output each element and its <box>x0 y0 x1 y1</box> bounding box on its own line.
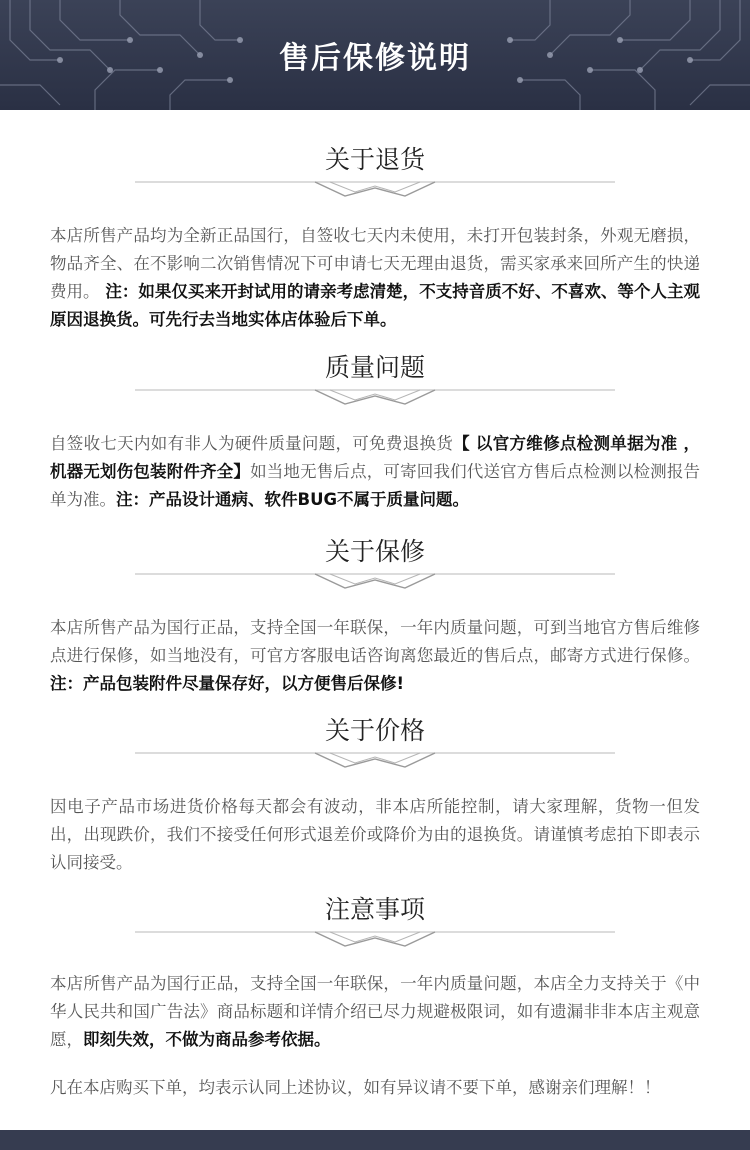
body-text: 如当地无售后点，可寄回我们代送官方售后点检测以检测报告单为准。 <box>50 462 701 509</box>
footer-agreement-text: 凡在本店购买下单，均表示认同上述协议，如有异议请不要下单，感谢亲们理解！！ <box>50 1078 661 1097</box>
bottom-bar <box>0 1130 750 1150</box>
ornament-divider <box>135 382 615 412</box>
section-body <box>50 970 700 1054</box>
section-title: 关于保修 <box>324 537 425 566</box>
body-text: 本店所售产品为国行正品，支持全国一年联保，一年内质量问题，本店全力支持关于《中华人民共和国广告法》商品标题和详情介绍已尽力规避极限词，如有遗漏非非本店主观意愿， <box>50 974 700 1049</box>
ornament-divider <box>135 924 615 954</box>
section-body <box>50 793 700 877</box>
body-emphasis: 注：产品包装附件尽量保存好，以方便售后保修! <box>50 674 405 693</box>
section-body <box>50 430 700 514</box>
section-title: 质量问题 <box>324 353 425 382</box>
ornament-divider <box>135 566 615 596</box>
body-text: 本店所售产品为国行正品，支持全国一年联保，一年内质量问题，可到当地官方售后维修点进行保修，如当地没有，可官方客服电话咨询离您最近的售后点，邮寄方式进行保修。 <box>50 618 700 665</box>
ornament-divider <box>135 745 615 775</box>
section-body <box>50 222 700 334</box>
section-title: 注意事项 <box>324 895 425 924</box>
header-banner <box>0 0 750 110</box>
section-title: 关于价格 <box>324 716 425 745</box>
body-emphasis: 【 以官方维修点检测单据为准 ，机器无划伤包装附件齐全】 <box>50 434 700 481</box>
body-emphasis: 注：产品设计通病、软件BUG不属于质量问题。 <box>116 490 470 509</box>
body-text: 本店所售产品均为全新正品国行，自签收七天内未使用，未打开包装封条，外观无磨损，物品齐全、在不影响二次销售情况下可申请七天无理由退货，需买家承来回所产生的快递费用。 <box>50 226 700 301</box>
page-title: 售后保修说明 <box>279 41 471 76</box>
body-emphasis: 注：如果仅买来开封试用的请亲考虑清楚，不支持音质不好、不喜欢、等个人主观原因退换货。可先行去当地实体店体验后下单。 <box>50 282 700 329</box>
body-text: 因电子产品市场进货价格每天都会有波动，非本店所能控制，请大家理解，货物一但发出，出现跌价，我们不接受任何形式退差价或降价为由的退换货。请谨慎考虑拍下即表示认同接受。 <box>50 797 700 872</box>
section-title: 关于退货 <box>324 145 425 174</box>
body-emphasis: 即刻失效，不做为商品参考依据。 <box>83 1030 331 1049</box>
ornament-divider <box>135 174 615 204</box>
section-body <box>50 614 700 698</box>
body-text: 自签收七天内如有非人为硬件质量问题，可免费退换货 <box>50 434 454 453</box>
